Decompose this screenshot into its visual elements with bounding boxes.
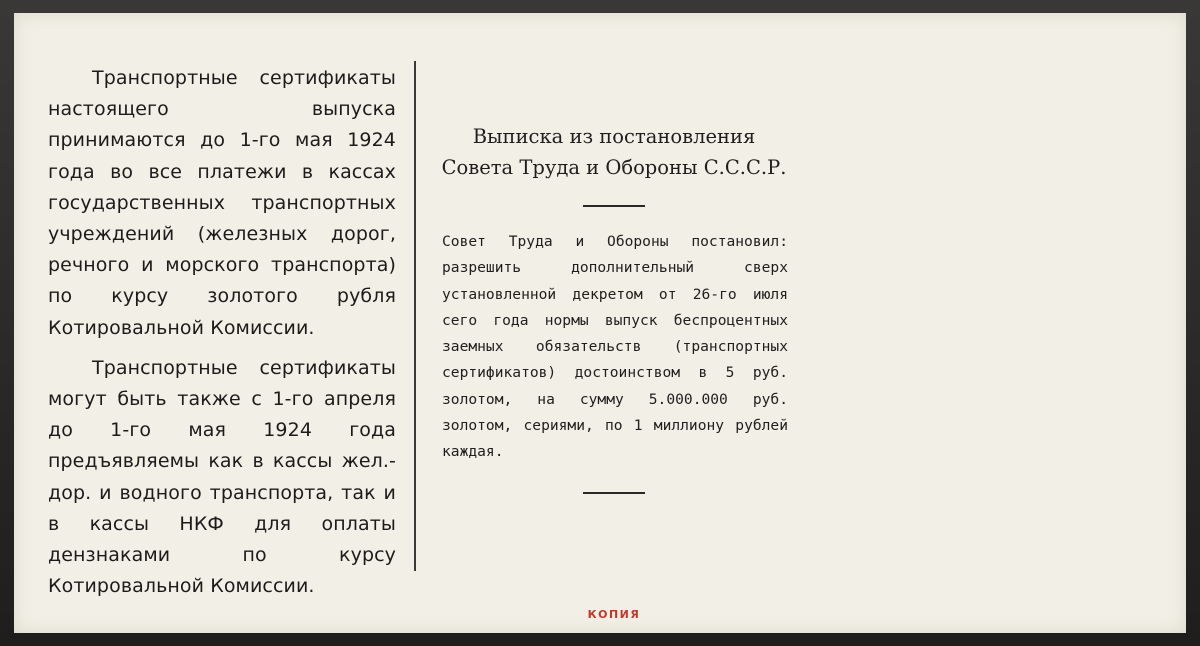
decree-heading-line-1: Выписка из постановления	[472, 125, 756, 148]
decree-heading-line-2: Совета Труда и Обороны С.С.С.Р.	[441, 156, 787, 179]
terms-section	[48, 63, 396, 602]
decree-end-rule	[583, 492, 645, 494]
terms-paragraph-2: Транспортные сертификаты могут быть также с 1-го апреля до 1-го мая 1924 года предъявляемы как в кассы жел.-дор. и водного транспорта, так и в кассы НКФ для оплаты дензнаками по курсу Котировальной Комиссии.	[48, 356, 396, 598]
terms-paragraph-1: Транспортные сертификаты настоящего выпуска принимаются до 1-го мая 1924 года во все платежи в кассах государственных транспортных учреждений (железных дорог, речного и морского транспорта) по курсу золотого рубля Котировальной Комиссии.	[48, 67, 396, 339]
vertical-divider	[414, 61, 416, 571]
decree-text: Совет Труда и Обороны постановил: разрешить дополнительный сверх установленной декретом от 26-го июля сего года нормы выпуск беспроцентных заемных обязательств (транспортных сертификатов) достоинством в 5 руб. золотом, на сумму 5.000.000 руб. золотом, сериями, по 1 миллиону рублей каждая.	[442, 233, 788, 461]
copy-stamp: КОПИЯ	[587, 608, 641, 621]
certificate-reverse	[14, 13, 1186, 633]
heading-underline	[583, 205, 645, 207]
decree-heading	[426, 121, 802, 183]
decree-section	[426, 121, 802, 494]
